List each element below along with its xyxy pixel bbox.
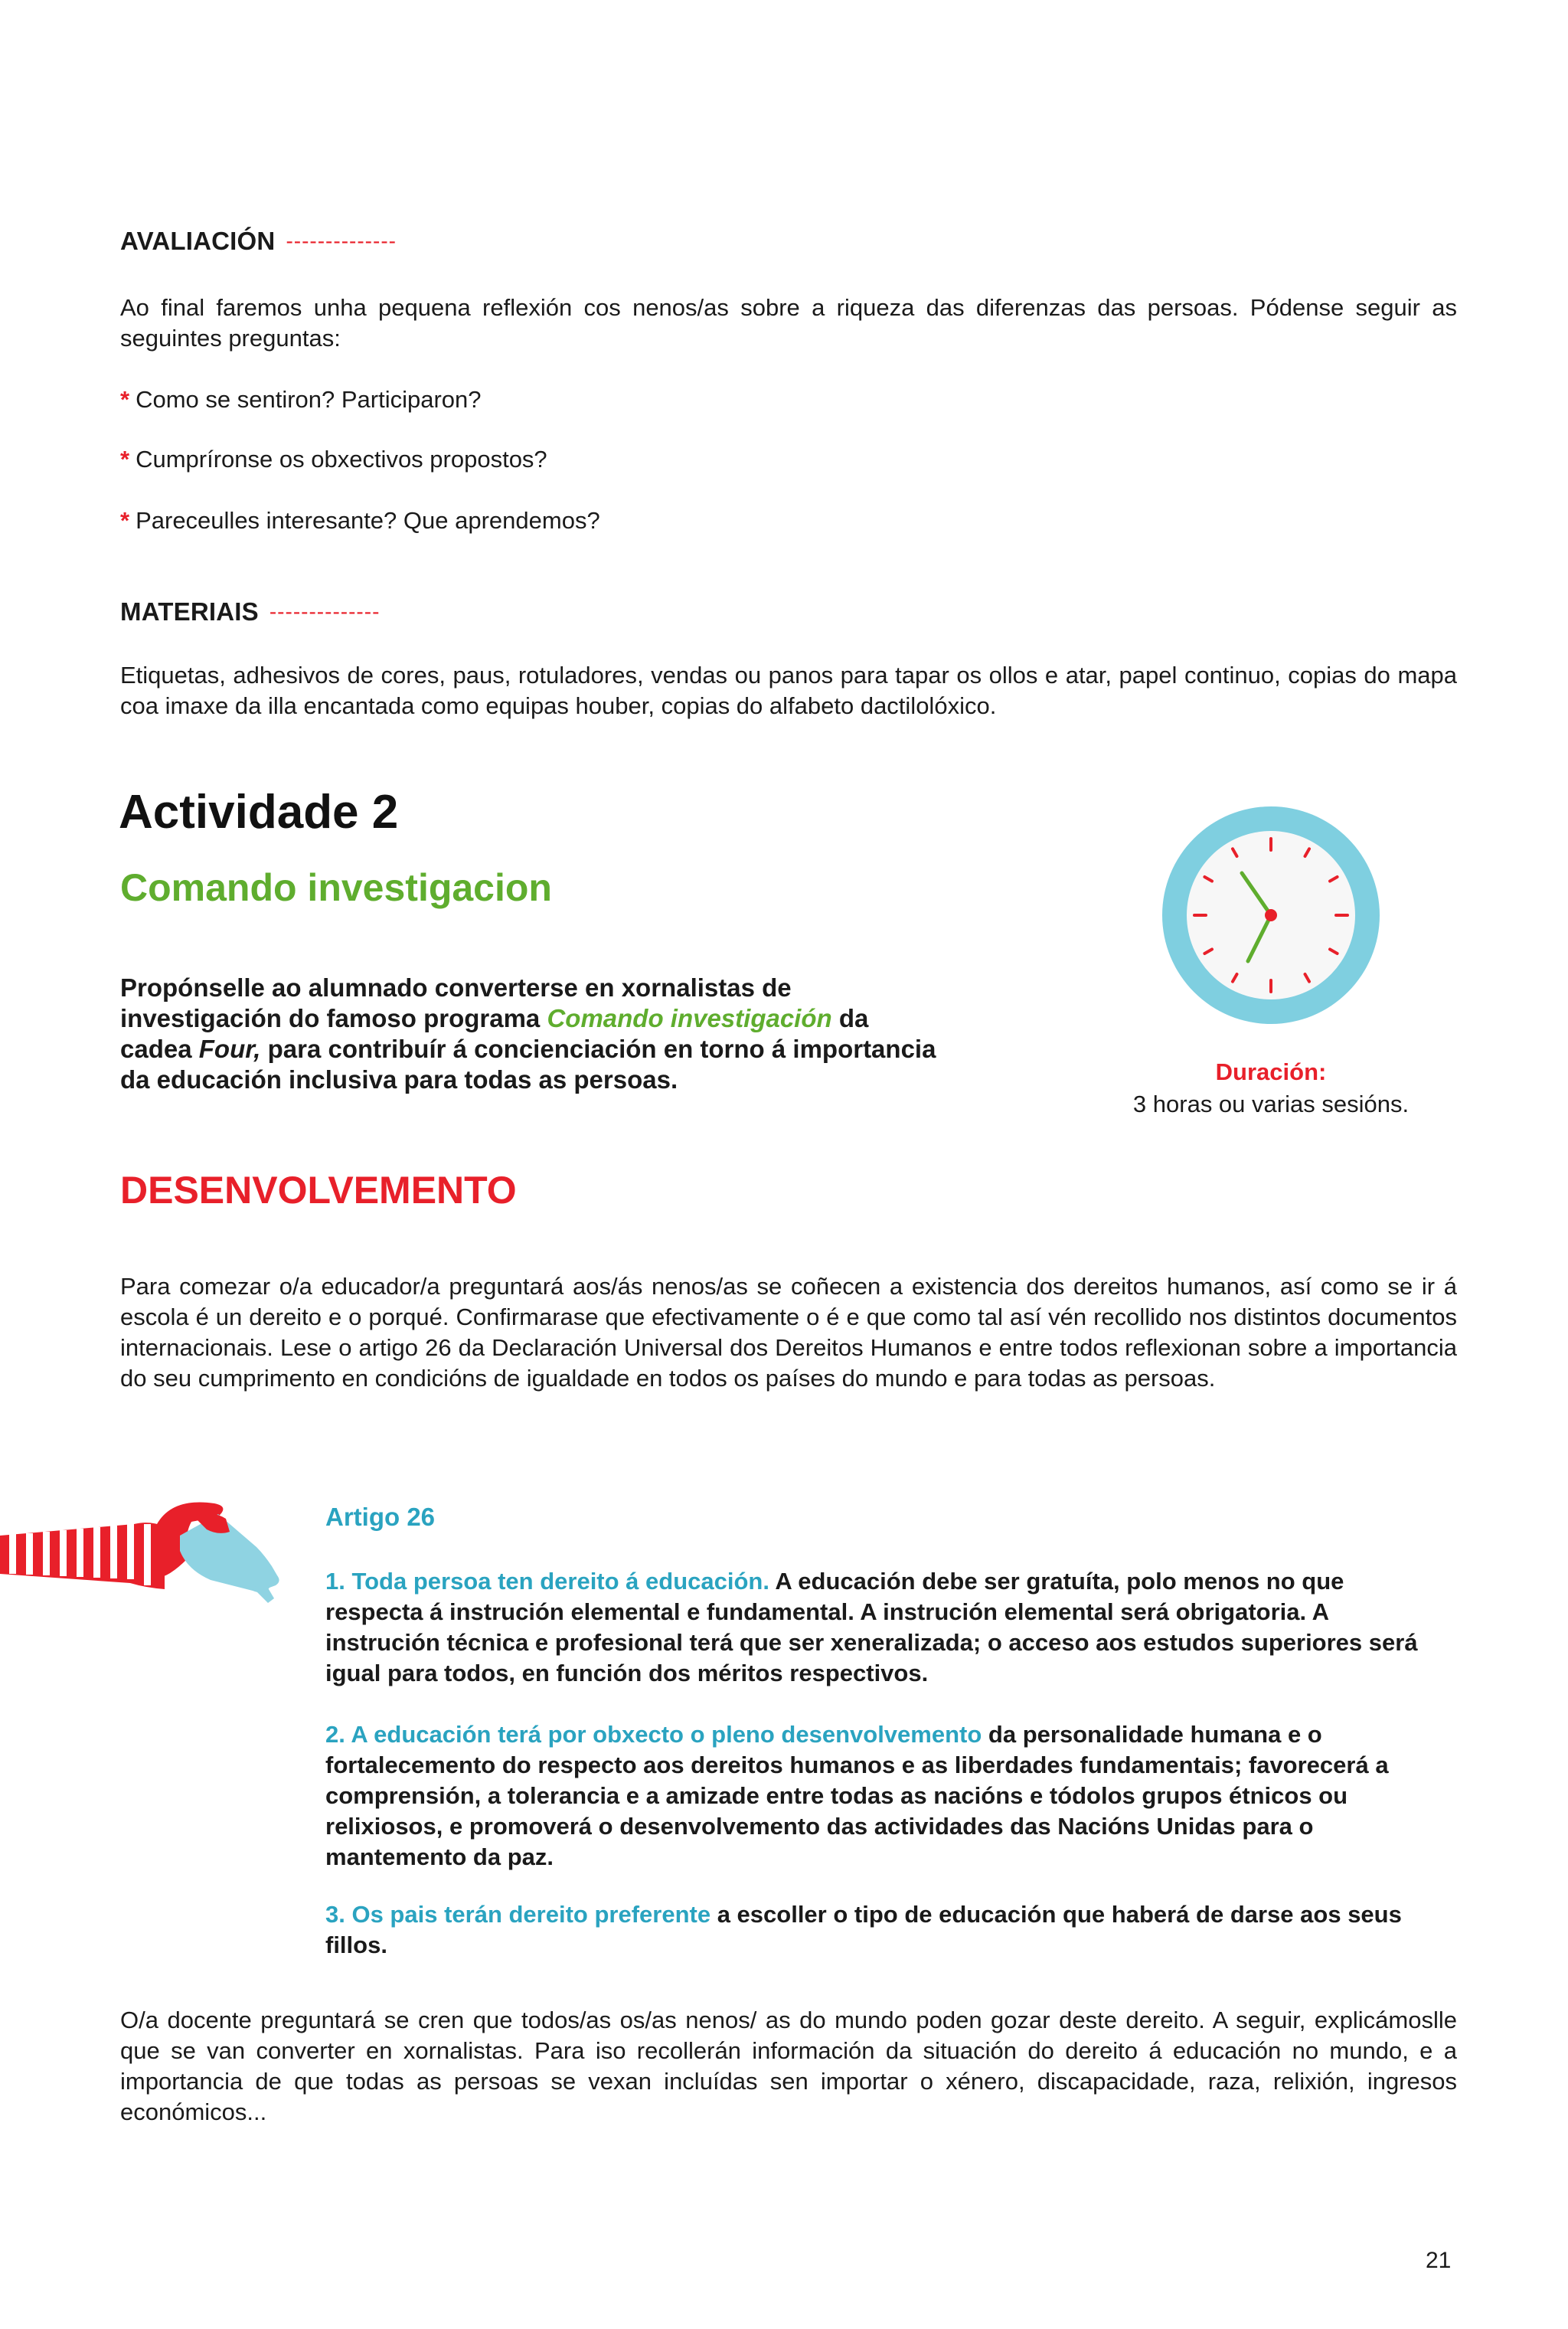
avaliacion-bullet-1	[120, 384, 482, 415]
activity-subtitle: Comando investigacion	[120, 866, 552, 909]
article-item-3	[325, 1899, 1436, 1961]
page-number: 21	[1426, 2248, 1452, 2273]
article-item-1	[325, 1566, 1436, 1689]
heading-dashes: --------------	[269, 600, 381, 623]
bullet-text: Pareceulles interesante? Que aprendemos?	[136, 507, 600, 534]
clock-icon	[1158, 804, 1384, 1026]
activity-intro	[120, 973, 947, 1095]
avaliacion-heading-text: AVALIACIÓN	[120, 227, 276, 255]
hand-with-glue-icon	[0, 1490, 306, 1627]
intro-text: Propónselle ao alumnado converterse en xornalistas de investigación do famoso programa	[120, 973, 792, 1032]
materiais-heading-text: MATERIAIS	[120, 597, 259, 626]
heading-dashes: --------------	[286, 229, 397, 253]
article-item-highlight: 1. Toda persoa ten dereito á educación.	[325, 1568, 769, 1595]
article-title: Artigo 26	[325, 1503, 436, 1531]
avaliacion-bullet-3	[120, 505, 600, 536]
program-name: Comando investigación	[547, 1004, 832, 1032]
materiais-paragraph: Etiquetas, adhesivos de cores, paus, rotuladores, vendas ou panos para tapar os ollos e atar, papel continuo, copias do mapa coa imaxe da illa encantada como equipas houber, copias do alfabeto dactilolóxico.	[120, 662, 1457, 719]
bullet-text: Cumpríronse os obxectivos propostos?	[136, 446, 547, 473]
duration-label: Duración:	[1215, 1058, 1327, 1085]
bullet-star-icon: *	[120, 507, 130, 534]
desenvolvemento-paragraph: Para comezar o/a educador/a preguntará aos/ás nenos/as se coñecen a existencia dos dereitos humanos, así como se ir á escola é un dereito e o porqué. Confirmarase que efectivamente o é e que como tal así vén recollido nos distintos documentos internacionais. Lese o artigo 26 da Declaración Universal dos Dereitos Humanos e entre todos reflexionan sobre a importancia do seu cumprimento en condicións de igualdade en todos os países do mundo e para todas as persoas.	[120, 1273, 1457, 1392]
article-item-2	[325, 1719, 1436, 1873]
activity-title: Actividade 2	[119, 786, 399, 839]
article-item-text: a escoller o tipo de educación que haberá de darse aos seus fillos.	[325, 1901, 1402, 1958]
article-item-highlight: 3. Os pais terán dereito preferente	[325, 1901, 711, 1928]
article-item-text: A educación debe ser gratuíta, polo menos no que respecta á instrución elemental e fundamental. A instrución elemental será obrigatoria. A instrución técnica e profesional terá que ser xeneralizada; o acceso aos estudos superiores será igual para todos, en función dos méritos respectivos.	[325, 1568, 1418, 1686]
closing-paragraph: O/a docente preguntará se cren que todos/as os/as nenos/ as do mundo poden gozar deste dereito. A seguir, explicámoslle que se van converter en xornalistas. Para iso recollerán información da situación do dereito á educación no mundo, e a importancia de que todas as persoas se vexan incluídas sen importar o xénero, discapacidade, raza, relixión, ingresos económicos...	[120, 2007, 1457, 2125]
article-item-text: da personalidade humana e o fortalecemento do respecto aos dereitos humanos e as liberdades fundamentais; favorecerá a comprensión, a tolerancia e a amizade entre todas as nacións e tódolos grupos étnicos ou relixiosos, e promoverá o desenvolvemento das actividades das Nacións Unidas para o mantemento da paz.	[325, 1721, 1389, 1870]
bullet-star-icon: *	[120, 446, 130, 473]
avaliacion-paragraph: Ao final faremos unha pequena reflexión cos nenos/as sobre a riqueza das diferenzas das persoas. Pódense seguir as seguintes preguntas:	[120, 294, 1457, 352]
channel-name: Four,	[198, 1035, 261, 1063]
avaliacion-bullet-2	[120, 444, 547, 475]
intro-text: para contribuír á concienciación en torno á importancia da educación inclusiva para todas as persoas.	[120, 1035, 936, 1094]
avaliacion-heading	[120, 227, 397, 256]
duration-value: 3 horas ou varias sesións.	[1132, 1091, 1410, 1117]
article-item-highlight: 2. A educación terá por obxecto o pleno desenvolvemento	[325, 1721, 982, 1748]
materiais-heading	[120, 597, 380, 626]
bullet-text: Como se sentiron? Participaron?	[136, 386, 482, 413]
intro-text: da cadea	[120, 1004, 869, 1063]
desenvolvemento-heading: DESENVOLVEMENTO	[120, 1169, 517, 1212]
bullet-star-icon: *	[120, 386, 130, 413]
